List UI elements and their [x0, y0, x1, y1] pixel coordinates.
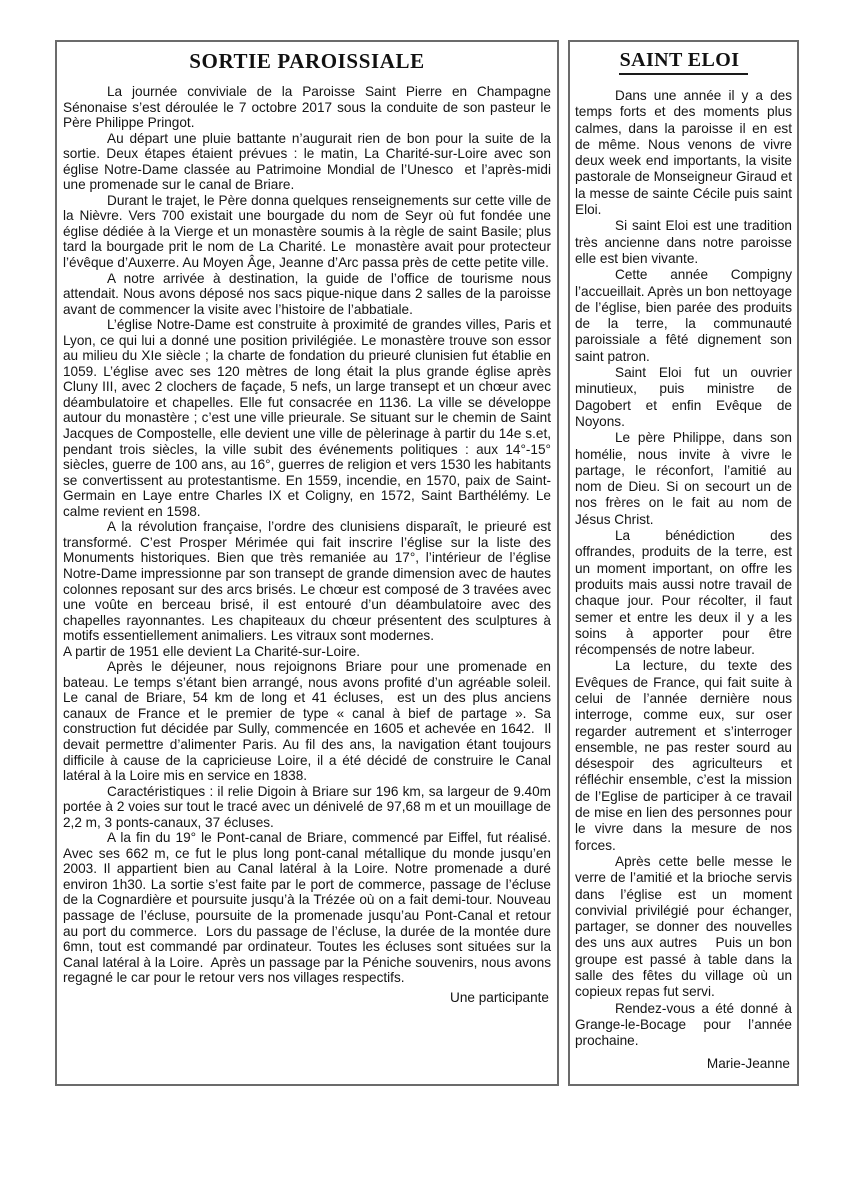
right-article-title: [575, 49, 792, 75]
paragraph: Rendez-vous a été donné à Grange-le-Bocage pour l’année prochaine.: [575, 1000, 792, 1049]
paragraph: Après cette belle messe le verre de l’amitié et la brioche servis dans l’église est un moment convivial privilégié pour échanger, partager, se donner des nouvelles des uns aux autres Puis un bon groupe est passé à table dans la salle des fêtes du village où un copieux repas fut servi.: [575, 853, 792, 1000]
paragraph: La journée conviviale de la Paroisse Saint Pierre en Champagne Sénonaise s’est déroulée le 7 octobre 2017 sous la conduite de son pasteur le Père Philippe Pringot.: [63, 84, 551, 131]
article-sortie-paroissiale: [55, 40, 559, 1086]
article-saint-eloi: [568, 40, 799, 1086]
paragraph: A la révolution française, l’ordre des clunisiens disparaît, le prieuré est transformé. C’est Prosper Mérimée qui fait inscrire l’église sur la liste des Monuments historiques. Bien que très remaniée au 17°, l’intérieur de l’église Notre-Dame impressionne par son transept de grande dimension avec de hautes colonnes reposant sur des arcs brisés. Le chœur est composé de 3 travées avec une voûte en berceau brisé, il est entouré d’un déambulatoire avec des chapelles rayonnantes. Les chapiteaux du chœur présentent des sculptures à motifs essentiellement animaliers. Les vitraux sont modernes.: [63, 519, 551, 644]
paragraph: Saint Eloi fut un ouvrier minutieux, puis ministre de Dagobert et enfin Evêque de Noyons.: [575, 365, 792, 429]
right-article-body: [575, 88, 792, 1050]
left-article-signature: Une participante: [450, 989, 549, 1005]
right-article-signature: Marie-Jeanne: [706, 1055, 790, 1071]
paragraph: Cette année Compigny l’accueillait. Après un bon nettoyage de l’église, bien parée des produits de la terre, la communauté paroissiale a fêté dignement son saint patron.: [575, 267, 792, 364]
left-article-title: SORTIE PAROISSIALE: [189, 49, 425, 73]
paragraph: Après le déjeuner, nous rejoignons Briare pour une promenade en bateau. Le temps s’étant bien arrangé, nous avons profité d’un agréable soleil. Le canal de Briare, 54 km de long et 41 écluses, est un des plus anciens canaux de France et le premier de type « canal à bief de partage ». Sa construction fut décidée par Sully, commencée en 1605 et achevée en 1642. Il devait permettre d’alimenter Paris. Au fil des ans, la navigation étant toujours difficile à cause de la capricieuse Loire, il a été décidé de construire le Canal latéral à la Loire mis en service en 1838.: [63, 659, 551, 784]
paragraph: Durant le trajet, le Père donna quelques renseignements sur cette ville de la Nièvre. Vers 700 existait une bourgade du nom de Seyr où fut fondée une église dédiée à la Vierge et un monastère soumis à la règle de saint Basile; plus tard la bourgade prit le nom de La Charité. Le monastère avait pour protecteur l’évêque d’Auxerre. Au Moyen Âge, Jeanne d’Arc passa près de cette petite ville.: [63, 192, 551, 271]
paragraph: A notre arrivée à destination, la guide de l’office de tourisme nous attendait. Nous avons déposé nos sacs pique-nique dans 2 salles de la paroisse avant de commencer la visite avec l’histoire de l’abbatiale.: [63, 270, 551, 317]
paragraph: Le père Philippe, dans son homélie, nous invite à vivre le partage, le réconfort, l’amitié au nom de Dieu. Si on secourt un de nos frères on le fait au nom de Jésus Christ.: [575, 430, 792, 527]
paragraph: Au départ une pluie battante n’augurait rien de bon pour la suite de la sortie. Deux étapes étaient prévues : le matin, La Charité-sur-Loire avec son église Notre-Dame classée au Patrimoine Mondial de l’Unesco et l’après-midi une promenade sur le canal de Briare.: [63, 130, 551, 193]
paragraph: A la fin du 19° le Pont-canal de Briare, commencé par Eiffel, fut réalisé. Avec ses 662 m, ce fut le plus long pont-canal métallique du monde jusqu’en 2003. Il appartient bien au Canal latéral à la Loire. Notre promenade a duré environ 1h30. La sortie s’est faite par le port de commerce, passage de l’écluse de la Cognardière et poursuite jusqu’à la Trézée où on a fait demi-tour. Nouveau passage de l’écluse, poursuite de la promenade jusqu’au Pont-Canal et retour au port du commerce. Lors du passage de l’écluse, la durée de la montée dure 6mn, tout est commandé par ordinateur. Toutes les écluses sont situées sur la Canal latéral à la Loire. Après un passage par la Péniche souvenirs, nous avons regagné le car pour le retour vers nos villages respectifs.: [63, 830, 551, 986]
left-article-body: [63, 84, 551, 986]
paragraph: Si saint Eloi est une tradition très ancienne dans notre paroisse elle est bien vivante.: [575, 218, 792, 266]
paragraph: La bénédiction des offrandes, produits de la terre, est un moment important, on offre les produits mais aussi notre travail de chaque jour. Pour récolter, il faut semer et entre les deux il y a les soins à apporter pour être récompensés de notre labeur.: [575, 528, 792, 658]
paragraph: La lecture, du texte des Evêques de France, qui fait suite à celui de l’année dernière nous interroge, comme eux, sur oser regarder autrement et s’interroger ensemble, ne pas rester sourd au désespoir des agriculteurs et réfléchir ensemble, c’est la mission de l’Eglise de participer à ce travail de mise en lien des personnes pour le vivre dans la mesure de nos forces.: [575, 658, 792, 853]
paragraph: A partir de 1951 elle devient La Charité-sur-Loire.: [63, 643, 360, 659]
paragraph: Dans une année il y a des temps forts et des moments plus calmes, dans la paroisse il en est de même. Nous venons de vivre deux week end importants, la visite pastorale de Monseigneur Giraud et la messe de sainte Cécile puis saint Eloi.: [575, 88, 792, 218]
right-article-title-text: SAINT ELOI: [619, 49, 749, 75]
paragraph: L’église Notre-Dame est construite à proximité de grandes villes, Paris et Lyon, ce qui lui a donné une position privilégiée. Le monastère trouve son essor au milieu du XIe siècle ; la charte de fondation du prieuré clunisien fut établie en 1059. L’église avec ses 120 mètres de long était la plus grande église après Cluny III, avec 2 clochers de façade, 5 nefs, un large transept et un chœur avec déambulatoire et chapelles. Elle fut consacrée en 1136. La ville se développe autour du monastère ; c’est une ville prieurale. Se situant sur le chemin de Saint Jacques de Compostelle, elle devient une ville de pèlerinage à partir du 14e s.et, pendant trois siècles, la ville subit des événements politiques : aux 14°-15° siècles, guerre de 100 ans, au 16°, guerres de religion et vers 1530 les habitants se convertissent au protestantisme. En 1559, incendie, en 1570, paix de Saint-Germain en Laye entre Charles IX et Coligny, en 1572, Saint Barthélémy. Le calme revient en 1598.: [63, 317, 551, 519]
paragraph: Caractéristiques : il relie Digoin à Briare sur 196 km, sa largeur de 9.40m portée à 2 voies sur tout le tracé avec un dénivelé de 97,68 m et un mouillage de 2,2 m, 3 ponts-canaux, 37 écluses.: [63, 783, 551, 830]
